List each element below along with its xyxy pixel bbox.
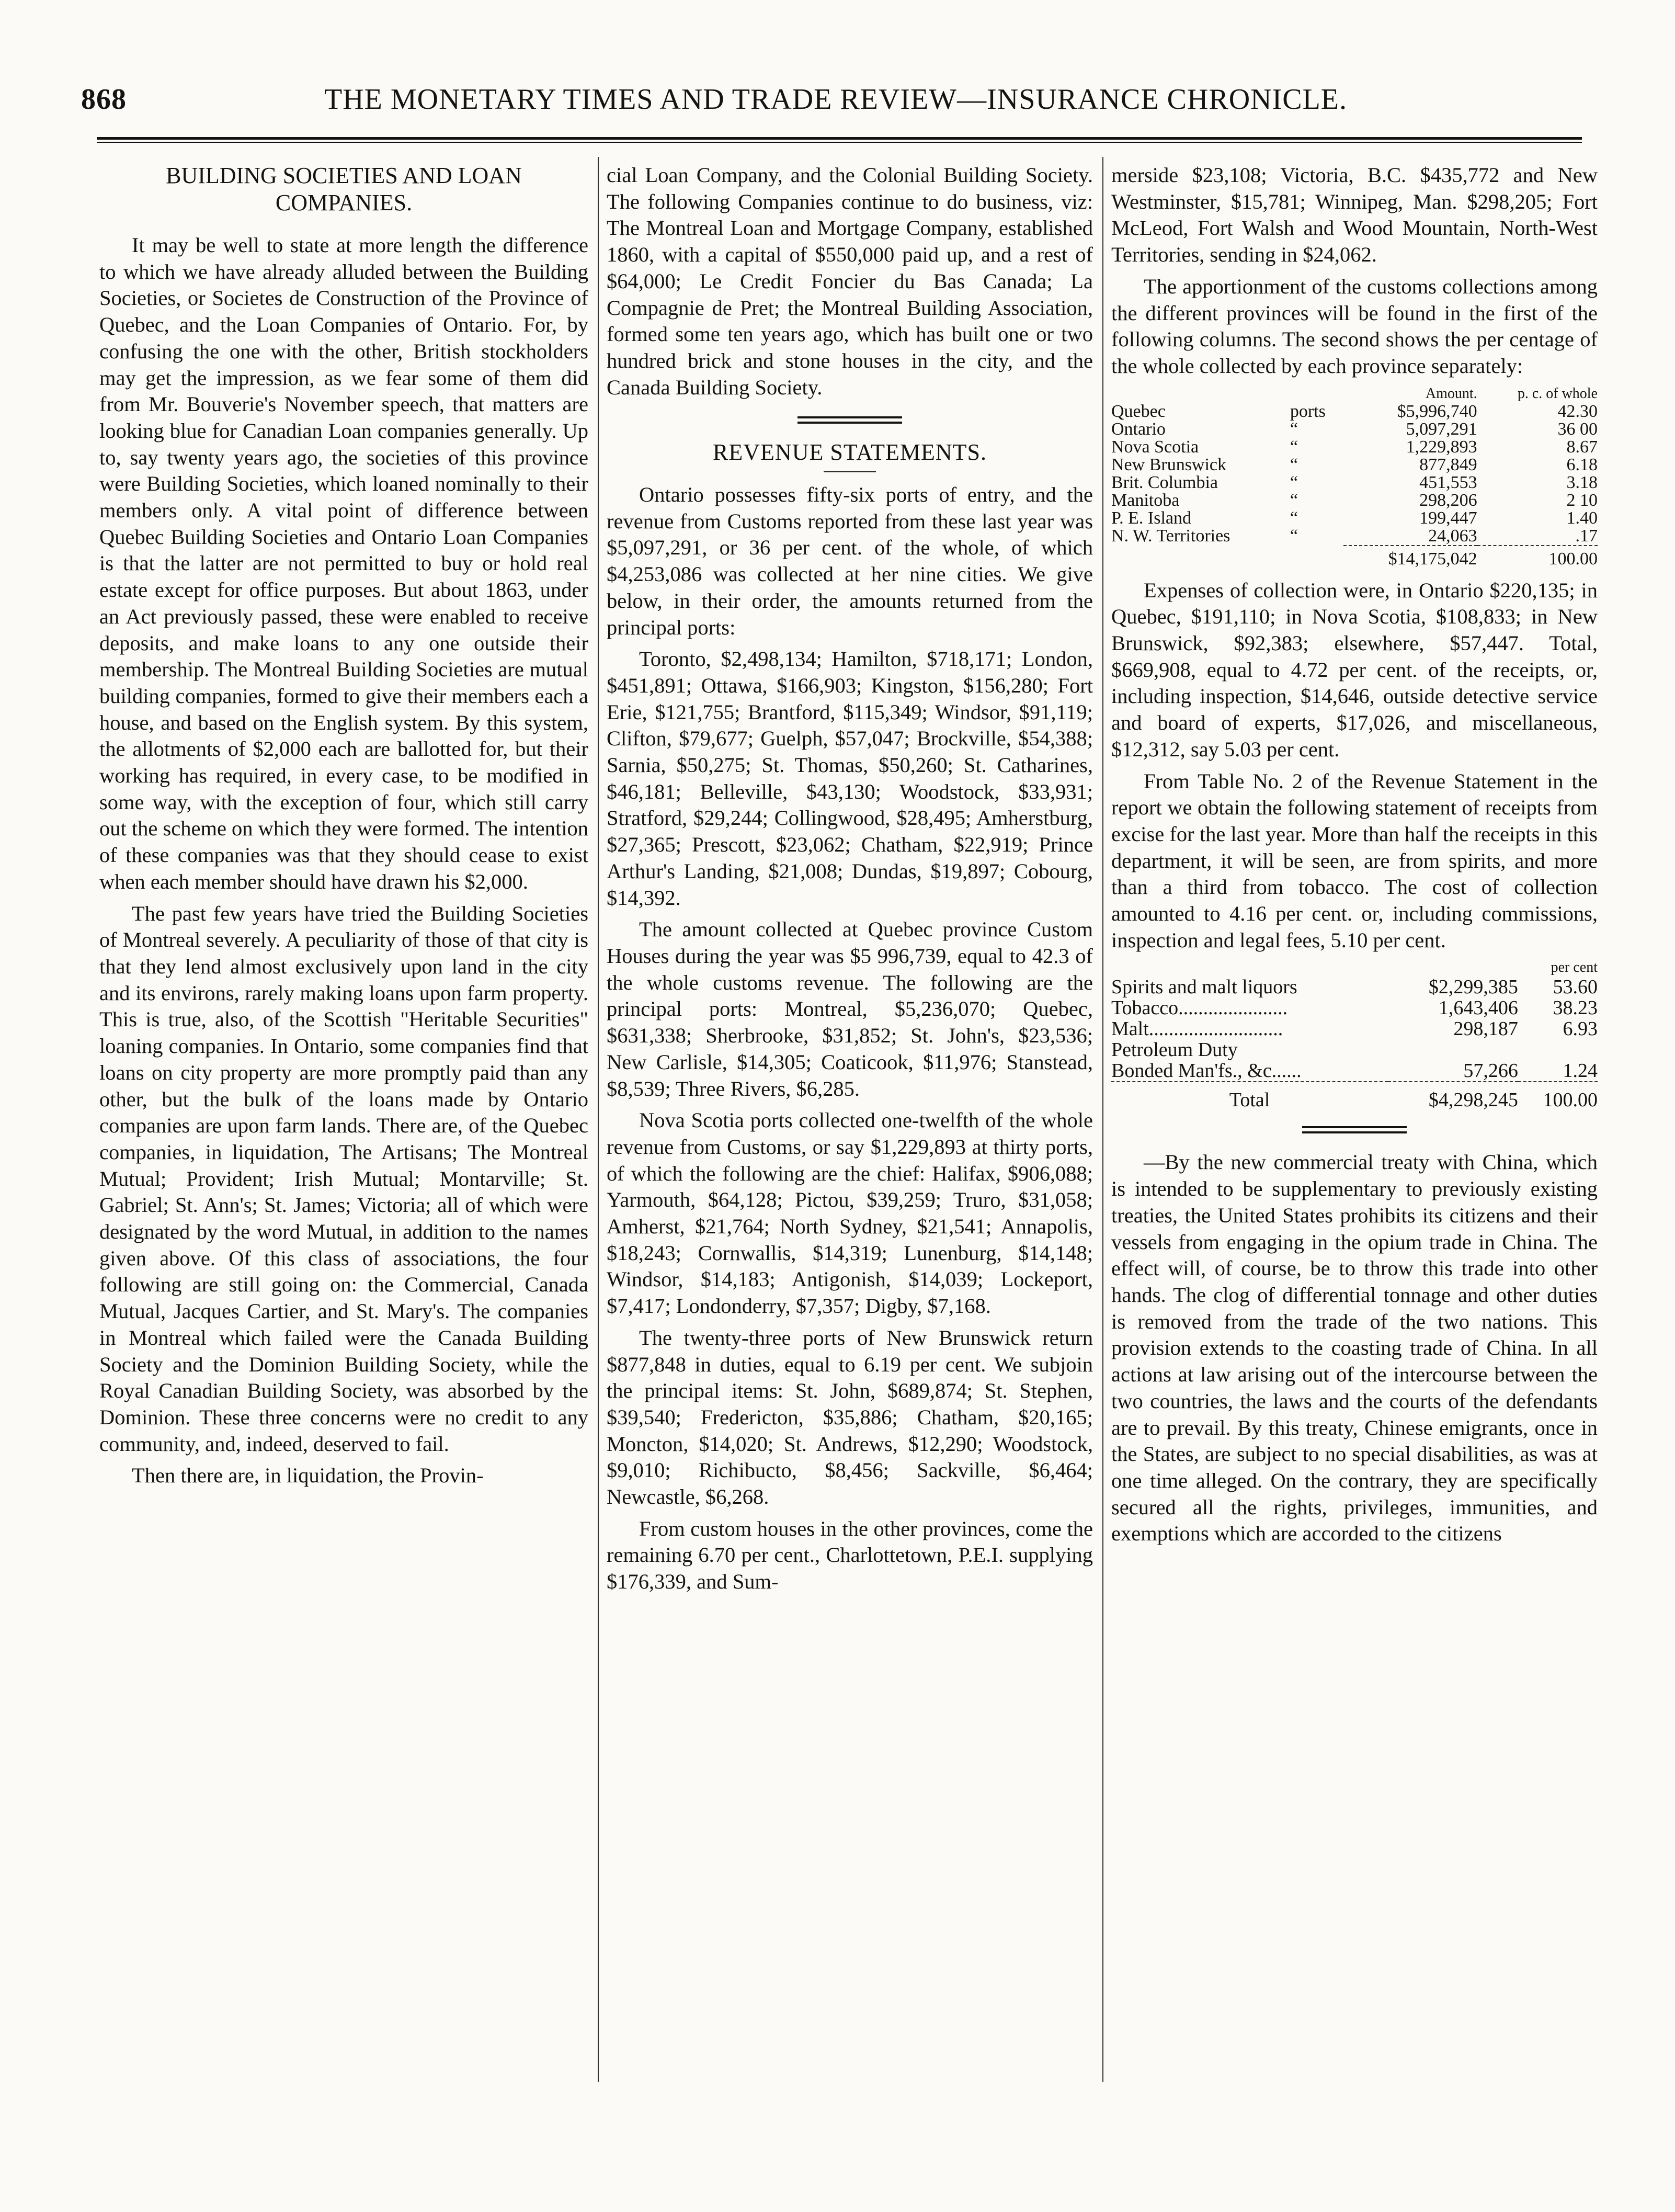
table-row [1111, 438, 1598, 456]
paragraph: Expenses of collection were, in Ontario $220,135; in Quebec, $191,110; in Nova Scotia, $108,833; in New Brunswick, $92,383; elsewhere, $57,447. Total, $669,908, equal to 4.72 per cent. of the receipts, or, including inspection, $14,646, outside detective service and board of experts, $17,026, and miscellaneous, $12,312, say 5.03 per cent. [1111, 578, 1598, 761]
unit-cell: “ [1290, 419, 1298, 439]
amount-cell [1388, 1039, 1518, 1060]
paragraph: The past few years have tried the Building Societies of Montreal severely. A peculiarity of those of that city is that they lend almost exclusively upon land in the city and its environs, rarely making loans upon farm property. This is true, also, of the Scottish "Heritable Securities" loaning companies. In Ontario, some companies find that loans on city property are more promptly paid than any other, but the bulk of the loans made by Ontario companies are upon farm lands. There are, of the Quebec companies, in liquidation, The Artisans; The Montreal Mutual; Provident; Irish Mutual; Montarville; St. Gabriel; St. Ann's; St. James; Victoria; all of which were designated by the word Mutual, in addition to the names given above. Of this class of associations, the four following are still going on: the Commercial, Canada Mutual, Jacques Cartier, and St. Mary's. The companies in Montreal which failed were the Canada Building Society and the Dominion Building Society, while the Royal Canadian Building Society, was absorbed by the Dominion. These three concerns were no credit to any community, and, indeed, deserved to fail. [99, 901, 588, 1456]
item-cell: Tobacco...................... [1111, 997, 1288, 1019]
unit-cell: “ [1290, 526, 1298, 546]
paragraph: Nova Scotia ports collected one-twelfth of the whole revenue from Customs, or say $1,229,893 at thirty ports, of which the following are the chief: Halifax, $906,088; Yarmouth, $64,128; Pictou, $39,259; Truro, $31,058; Amherst, $21,764; North Sydney, $21,541; Annapolis, $18,243; Cornwallis, $14,319; Lunenburg, $14,148; Windsor, $14,183; Antigonish, $14,039; Lockeport, $7,417; Londonderry, $7,357; Digby, $7,168. [607, 1108, 1093, 1318]
pct-cell: .17 [1575, 526, 1598, 546]
column-divider [598, 157, 599, 2082]
excise-table [1111, 959, 1598, 1110]
pct-cell: 1.24 [1563, 1060, 1598, 1082]
amount-cell: 199,447 [1419, 508, 1477, 528]
column-divider [1102, 157, 1103, 2082]
section-divider [797, 416, 902, 424]
table-row [1111, 474, 1598, 492]
paragraph: Then there are, in liquidation, the Provin- [132, 1464, 484, 1488]
header-rule [97, 137, 1582, 143]
pct-cell: 53.60 [1553, 976, 1598, 999]
amount-cell: 1,229,893 [1406, 437, 1477, 457]
total-amount: $4,298,245 [1388, 1082, 1518, 1110]
column-2 [607, 162, 1093, 2077]
item-cell: Malt........................... [1111, 1018, 1283, 1040]
unit-cell: “ [1290, 508, 1298, 528]
amount-cell: $2,299,385 [1428, 976, 1518, 999]
page-header [81, 78, 1587, 120]
unit-cell: ports [1290, 401, 1326, 421]
province-cell: Manitoba [1111, 490, 1180, 510]
customs-table [1111, 385, 1598, 568]
province-cell: Brit. Columbia [1111, 472, 1218, 492]
column-header-amount: Amount. [1425, 385, 1477, 402]
column-3 [1111, 162, 1598, 2077]
paragraph: merside $23,108; Victoria, B.C. $435,772 and New Westminster, $15,781; Winnipeg, Man. $298,205; Fort McLeod, Fort Walsh and Wood Mountain, North-West Territories, sending in $24,062. [1111, 163, 1598, 267]
paragraph: cial Loan Company, and the Colonial Building Society. The following Companies continue to do business, viz: The Montreal Loan and Mortgage Company, established 1860, with a capital of $550,000 paid up, and a rest of $64,000; Le Credit Foncier du Bas Canada; La Compagnie de Pret; the Montreal Building Association, formed some ten years ago, which has built one or two hundred brick and stone houses in the city, and the Canada Building Society. [607, 163, 1093, 399]
paragraph: It may be well to state at more length the difference to which we have already alluded between the Building Societies, or Societes de Construction of the Province of Quebec, and the Loan Companies of Ontario. For, by confusing the one with the other, British stockholders may get the impression, as we fear some of them did from Mr. Bouverie's November speech, that matters are looking blue for Canadian Loan companies generally. Up to, say twenty years ago, the societies of this province were Building Societies, which loaned nominally to their members only. A vital point of difference between Quebec Building Societies and Ontario Loan Companies is that the latter are not permitted to buy or hold real estate except for office purposes. But about 1863, under an Act previously passed, these were enabled to receive deposits, and make loans to any one outside their membership. The Montreal Building Societies are mutual building companies, formed to give their members each a house, and based on the English system. By this system, the allotments of $2,000 each are ballotted for, but their working has required, in every case, to be modified in some way, with the exception of four, which still carry out the scheme on which they were formed. The intention of these companies was that they should cease to exist when each member should have drawn his $2,000. [99, 233, 588, 893]
paragraph: From Table No. 2 of the Revenue Statement in the report we obtain the following statement of receipts from excise for the last year. More than half the receipts in this department, it will be seen, are from spirits, and more than a third from tobacco. The cost of collection amounted to 4.16 per cent. or, including commissions, inspection and legal fees, 5.10 per cent. [1111, 769, 1598, 952]
amount-cell: 877,849 [1419, 455, 1477, 474]
pct-cell: 38.23 [1553, 997, 1598, 1019]
unit-cell: “ [1290, 490, 1298, 510]
item-cell: Petroleum Duty [1111, 1039, 1238, 1061]
table-row [1111, 1039, 1598, 1060]
amount-cell: 1,643,406 [1438, 997, 1518, 1019]
amount-cell: 57,266 [1463, 1060, 1518, 1082]
unit-cell: “ [1290, 455, 1298, 474]
province-cell: Nova Scotia [1111, 437, 1199, 457]
province-cell: Ontario [1111, 419, 1166, 439]
amount-cell: 24,063 [1428, 526, 1477, 546]
total-pct: 100.00 [1477, 546, 1598, 568]
table-row [1111, 421, 1598, 438]
total-label: Total [1111, 1082, 1388, 1110]
paragraph: Ontario possesses fifty-six ports of entry, and the revenue from Customs reported from these last year was $5,097,291, or 36 per cent. of the whole, of which $4,253,086 was collected at her nine cities. We give below, in their order, the amounts returned from the principal ports: [607, 483, 1093, 639]
pct-cell: 1.40 [1566, 508, 1598, 528]
table-row [1111, 509, 1598, 527]
paragraph: Toronto, $2,498,134; Hamilton, $718,171; London, $451,891; Ottawa, $166,903; Kingston, $156,280; Fort Erie, $121,755; Brantford, $115,349; Windsor, $91,119; Clifton, $79,677; Guelph, $57,047; Brockville, $54,388; Sarnia, $50,275; St. Thomas, $50,260; St. Catharines, $46,181; Belleville, $43,130; Woodstock, $33,931; Stratford, $29,244; Collingwood, $28,495; Amherstburg, $27,365; Prescott, $23,062; Chatham, $22,919; Prince Arthur's Landing, $21,008; Dundas, $19,897; Cobourg, $14,392. [607, 647, 1093, 910]
column-header-pct: per cent [1551, 959, 1598, 976]
unit-cell: “ [1290, 472, 1298, 492]
pct-cell [1518, 1039, 1598, 1060]
amount-cell: 298,187 [1453, 1018, 1518, 1040]
table-row [1111, 527, 1598, 546]
province-cell: Quebec [1111, 401, 1166, 421]
table-row [1111, 1018, 1598, 1039]
province-cell: P. E. Island [1111, 508, 1191, 528]
amount-cell: 298,206 [1419, 490, 1477, 510]
paragraph: The twenty-three ports of New Brunswick return $877,848 in duties, equal to 6.19 per cent. We subjoin the principal items: St. John, $689,874; St. Stephen, $39,540; Fredericton, $35,886; Chatham, $20,165; Moncton, $14,020; St. Andrews, $12,290; Woodstock, $9,010; Richibucto, $8,456; Sackville, $6,464; Newcastle, $6,268. [607, 1325, 1093, 1509]
page-number: 868 [81, 83, 127, 116]
unit-cell: “ [1290, 437, 1298, 457]
amount-cell: $5,996,740 [1397, 401, 1477, 421]
pct-cell: 8.67 [1566, 437, 1598, 457]
pct-cell: 42.30 [1557, 401, 1598, 421]
pct-cell: 3.18 [1566, 472, 1598, 492]
article-heading: BUILDING SOCIETIES AND LOAN COMPANIES. [166, 163, 522, 215]
pct-cell: 6.93 [1563, 1018, 1598, 1040]
table-row [1111, 492, 1598, 509]
total-pct: 100.00 [1518, 1082, 1598, 1110]
amount-cell: 5,097,291 [1406, 419, 1477, 439]
pct-cell: 6.18 [1566, 455, 1598, 474]
amount-cell: 451,553 [1419, 472, 1477, 492]
paragraph: From custom houses in the other provinces, come the remaining 6.70 per cent., Charlottetown, P.E.I. supplying $176,339, and Sum- [607, 1516, 1093, 1594]
item-cell: Bonded Man'fs., &c...... [1111, 1060, 1302, 1082]
table-row [1111, 997, 1598, 1018]
publication-title: THE MONETARY TIMES AND TRADE REVIEW—INSURANCE CHRONICLE. [324, 83, 1348, 116]
paragraph: —By the new commercial treaty with China, which is intended to be supplementary to previously existing treaties, the United States prohibits its citizens and their vessels from engaging in the opium trade in China. The effect will, of course, be to throw this trade into other hands. The clog of differential tonnage and other duties is removed from the trade of the two nations. This provision extends to the coasting trade of China. In all actions at law arising out of the intercourse between the two countries, the laws and the courts of the defendants are to prevail. By this treaty, Chinese emigrants, once in the States, are subject to no special disabilities, as was at one time alleged. On the contrary, they are specifically secured all the rights, privileges, immunities, and exemptions which are accorded to the citizens [1111, 1150, 1598, 1546]
pct-cell: 36 00 [1557, 419, 1598, 439]
column-1 [99, 162, 588, 2077]
section-divider [1302, 1126, 1407, 1133]
article-heading: REVENUE STATEMENTS. [713, 439, 987, 466]
item-cell: Spirits and malt liquors [1111, 976, 1297, 999]
province-cell: New Brunswick [1111, 455, 1227, 474]
table-row [1111, 1060, 1598, 1082]
paragraph: The apportionment of the customs collections among the different provinces will be found in the first of the following columns. The second shows the per centage of the whole collected by each province separately: [1111, 274, 1598, 378]
column-header-pct: p. c. of whole [1517, 385, 1598, 402]
table-row [1111, 403, 1598, 421]
heading-rule [824, 471, 876, 472]
table-row [1111, 456, 1598, 474]
province-cell: N. W. Territories [1111, 526, 1230, 546]
total-amount: $14,175,042 [1343, 546, 1477, 568]
paragraph: The amount collected at Quebec province Custom Houses during the year was $5 996,739, equal to 42.3 of the whole customs revenue. The following are the principal ports: Montreal, $5,236,070; Quebec, $631,338; Sherbrooke, $31,852; St. John's, $23,536; New Carlisle, $14,305; Coaticook, $11,976; Stanstead, $8,539; Three Rivers, $6,285. [607, 917, 1093, 1101]
pct-cell: 2 10 [1566, 490, 1598, 510]
table-row [1111, 977, 1598, 997]
